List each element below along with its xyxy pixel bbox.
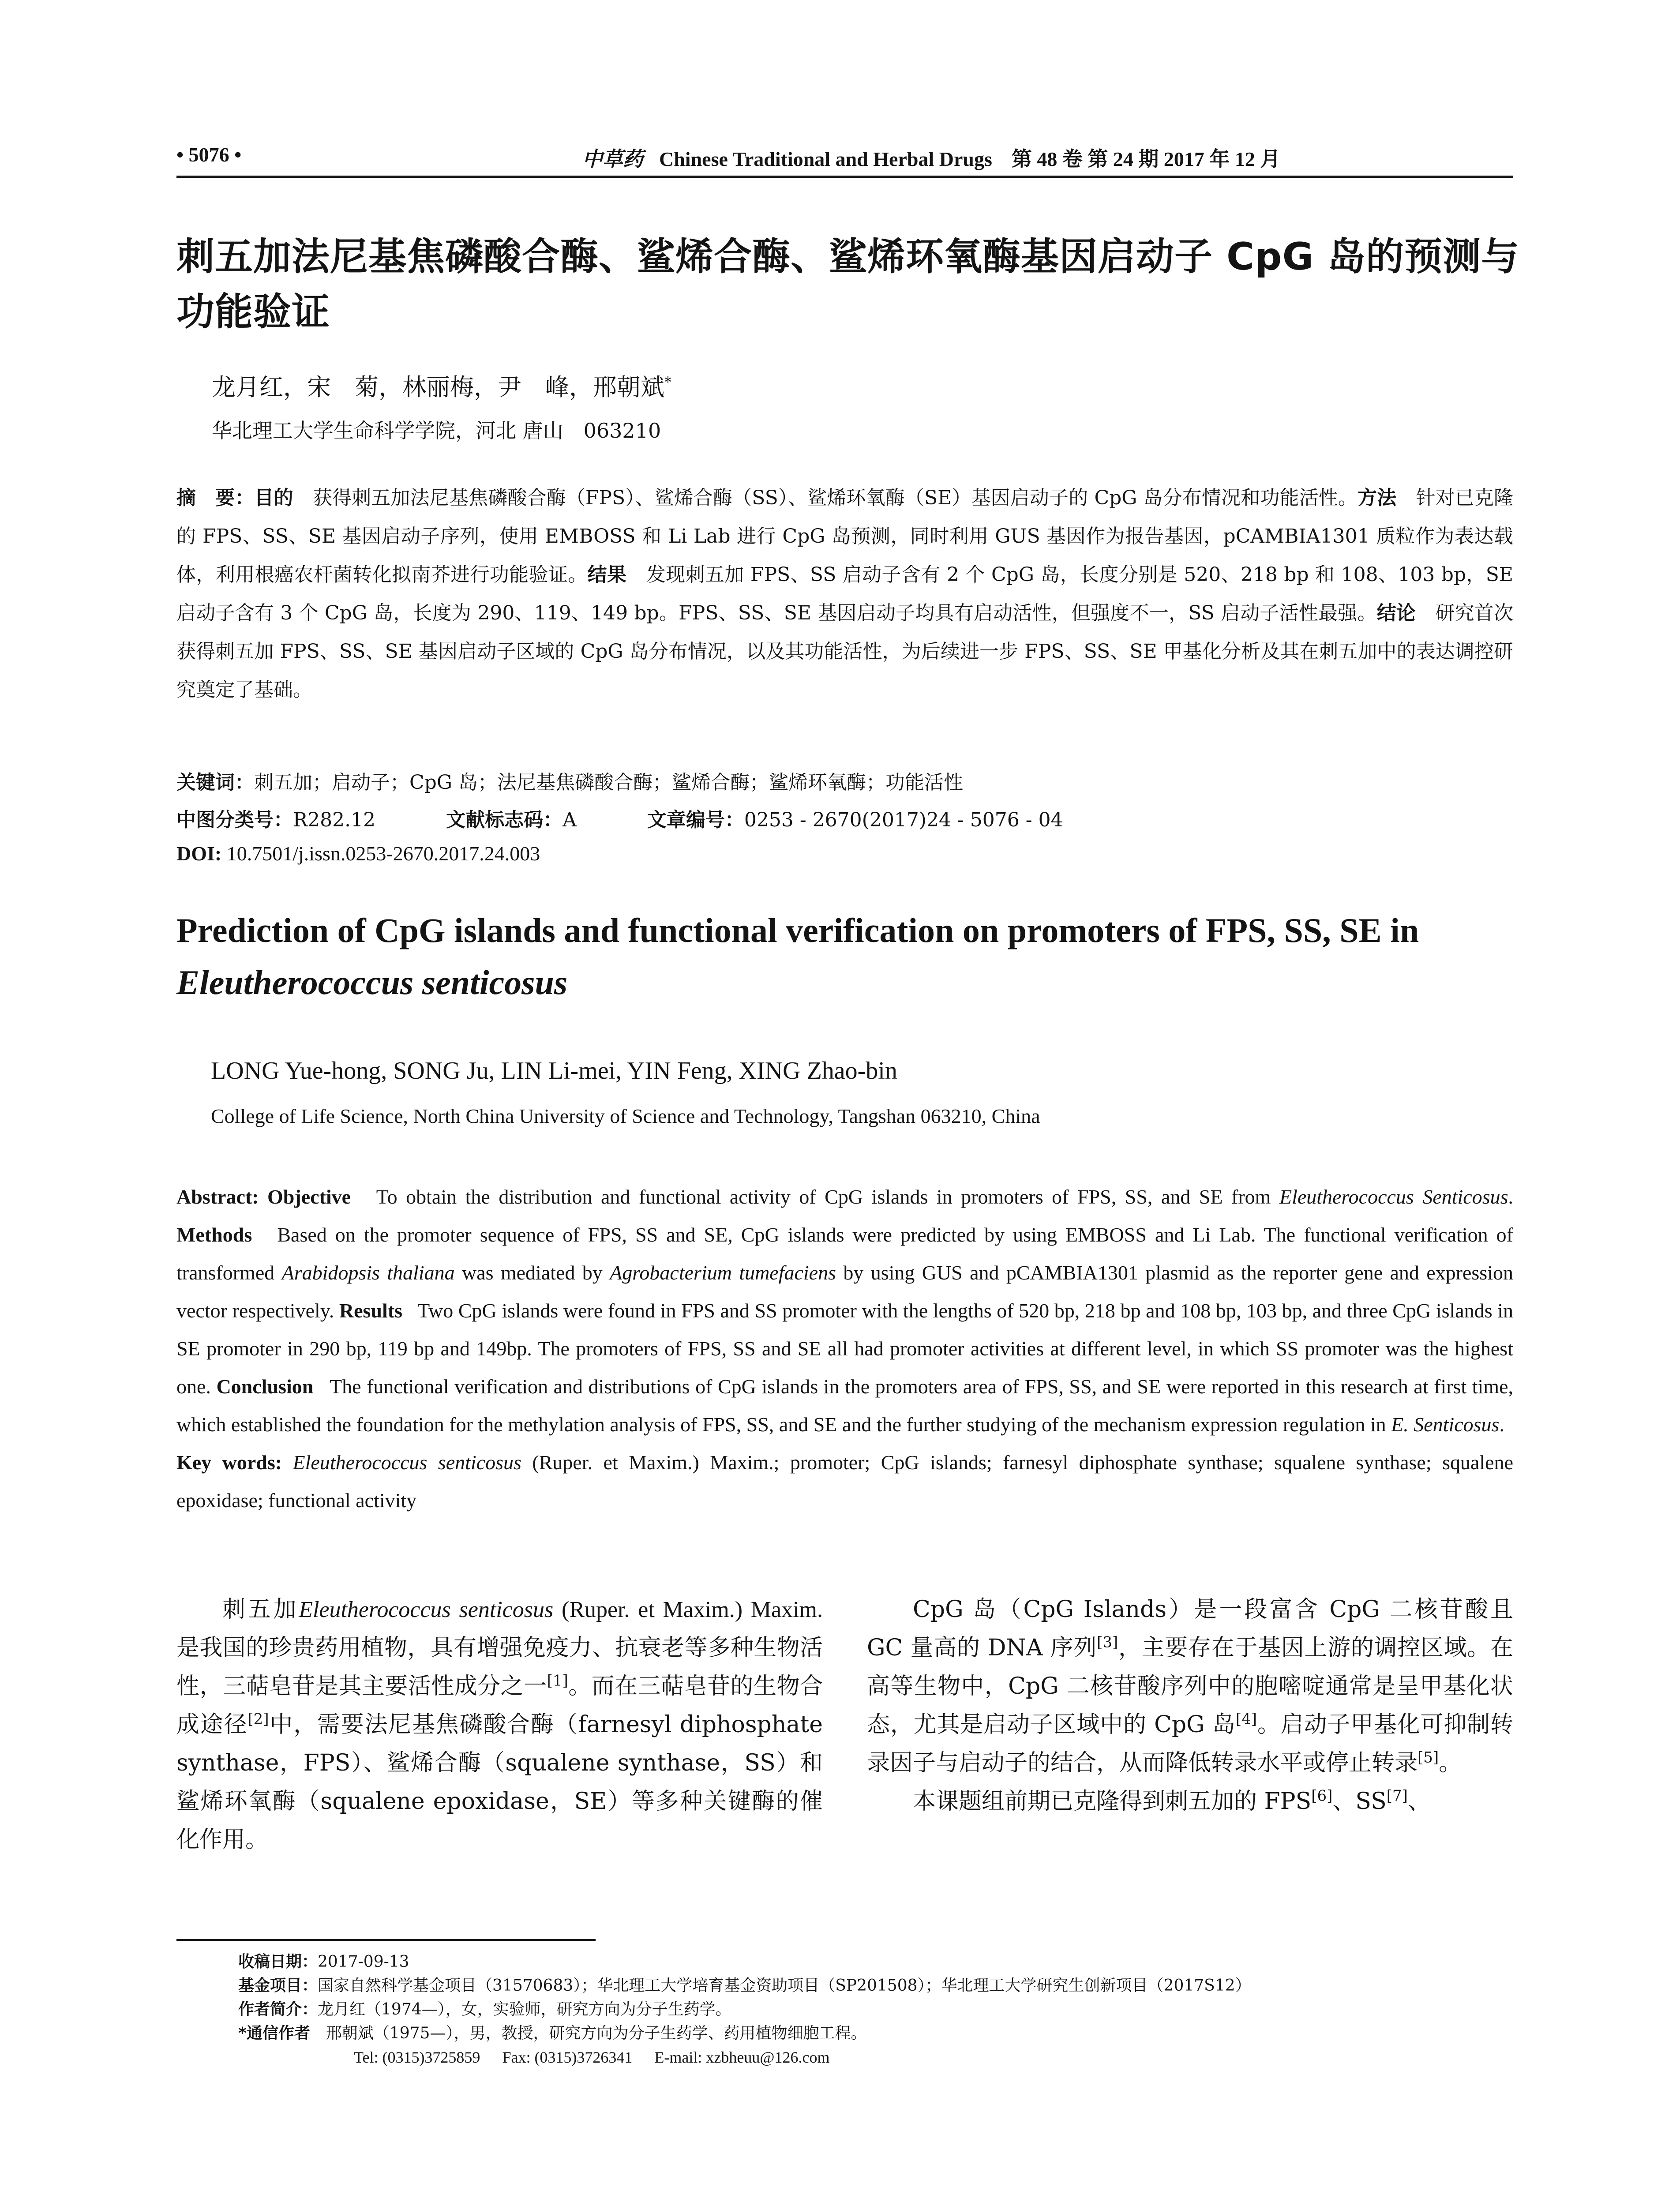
body-text: 刺五加 [222, 1596, 299, 1623]
classification-line [176, 804, 1063, 832]
clc-value: R282.12 [293, 809, 376, 831]
en-methods-species-2: Agrobacterium tumefaciens [610, 1261, 836, 1284]
en-conclusion-species: E. Senticosus [1391, 1413, 1500, 1436]
doc-code-value: A [562, 809, 577, 831]
body-text: 。启动子甲基化可抑制转录因子与启动子的结合，从而降低转录水平或停止转录 [867, 1711, 1513, 1776]
citation-link[interactable]: [2] [248, 1710, 269, 1728]
english-title-species: Eleutherococcus senticosus [176, 963, 568, 1002]
doi-label: DOI: [176, 842, 222, 865]
article-number-value: 0253 - 2670(2017)24 - 5076 - 04 [744, 809, 1063, 831]
citation-link[interactable]: [4] [1235, 1710, 1257, 1728]
received-value: 2017-09-13 [318, 1953, 409, 1971]
conclusion-label: 结论 [1376, 602, 1416, 624]
en-abstract-label: Abstract: [176, 1186, 259, 1208]
en-methods-species-1: Arabidopsis thaliana [281, 1261, 455, 1284]
methods-label: 方法 [1358, 487, 1397, 509]
en-keywords-text: (Ruper. et Maxim.) Maxim.; promoter; CpG islands; farnesyl diphosphate synthase; squalene synthase; squalene epoxidase; functional activity [176, 1451, 1514, 1512]
body-paragraph [176, 1591, 823, 1859]
objective-text: 获得刺五加法尼基焦磷酸合酶（FPS）、鲨烯合酶（SS）、鲨烯环氧酶（SE）基因启动子的 CpG 岛分布情况和功能活性。 [312, 487, 1358, 509]
running-header [176, 140, 1513, 171]
footnote-rule [176, 1939, 596, 1941]
en-keywords-species: Eleutherococcus senticosus [292, 1451, 521, 1474]
body-text: 。而在三萜皂苷的生物合成途径 [176, 1673, 823, 1738]
author-bio [238, 1998, 1518, 2022]
citation-link[interactable]: [3] [1097, 1633, 1118, 1651]
en-methods-text-3: by using GUS and pCAMBIA1301 plasmid as the reporter gene and expression vector respectively. [176, 1261, 1513, 1322]
methods-text: 针对已克隆的 FPS、SS、SE 基因启动子序列，使用 EMBOSS 和 Li Lab 进行 CpG 岛预测，同时利用 GUS 基因作为报告基因，pCAMBIA1301 质粒作为表达载体，利用根癌农杆菌转化拟南芥进行功能验证。 [176, 487, 1514, 586]
body-text: ，主要存在于基因上游的调控区域。在高等生物中，CpG 二核苷酸序列中的胞嘧啶通常是呈甲基化状态，尤其是启动子区域中的 CpG 岛 [867, 1635, 1513, 1738]
english-title [176, 904, 1522, 1009]
en-methods-label: Methods [176, 1223, 252, 1246]
corresponding-author [238, 2022, 1518, 2045]
funding-value: 国家自然科学基金项目（31570683）；华北理工大学培育基金资助项目（SP201508）；华北理工大学研究生创新项目（2017S12） [318, 1977, 1251, 1995]
en-objective-end: . [1508, 1186, 1514, 1208]
doc-code-label: 文献标志码： [446, 809, 563, 831]
en-methods-text: Based on the promoter sequence of FPS, SS and SE, CpG islands were predicted by using EMBOSS and Li Lab. The functional verification of transformed [176, 1223, 1513, 1284]
email-link[interactable]: E-mail: xzbheuu@126.com [654, 2048, 830, 2066]
body-column-right [867, 1591, 1513, 1821]
journal-logo: 中草药 [582, 147, 643, 171]
body-text: 。 [1439, 1750, 1462, 1776]
body-paragraph [867, 1591, 1513, 1782]
body-species: Eleutherococcus senticosus [299, 1597, 554, 1622]
body-text: 、SS [1332, 1788, 1387, 1815]
keywords-label: 关键词： [176, 771, 254, 794]
journal-name-en: Chinese Traditional and Herbal Drugs [659, 148, 992, 170]
doi-link[interactable]: 10.7501/j.issn.0253-2670.2017.24.003 [226, 842, 540, 865]
chinese-authors [212, 368, 671, 402]
doi [176, 842, 540, 865]
english-abstract [176, 1178, 1513, 1519]
citation-link[interactable]: [7] [1386, 1787, 1408, 1805]
corresponding-value: 邢朝斌（1975—），男，教授，研究方向为分子生药学、药用植物细胞工程。 [326, 2024, 867, 2042]
en-methods-text-2: was mediated by [454, 1261, 610, 1284]
results-label: 结果 [587, 563, 627, 586]
keywords-text: 刺五加；启动子；CpG 岛；法尼基焦磷酸合酶；鲨烯合酶；鲨烯环氧酶；功能活性 [254, 771, 963, 794]
body-text: (Ruper. et Maxim.) Maxim. 是我国的珍贵药用植物，具有增强免疫力、抗衰老等多种生物活性，三萜皂苷是其主要活性成分之一 [176, 1597, 823, 1699]
chinese-keywords [176, 766, 963, 795]
chinese-affiliation: 华北理工大学生命科学学院，河北 唐山 063210 [212, 419, 661, 443]
body-text: 本课题组前期已克隆得到刺五加的 FPS [913, 1788, 1312, 1815]
corresponding-label: *通信作者 [238, 2024, 310, 2042]
page-number: • 5076 • [176, 143, 242, 166]
funding-label: 基金项目： [238, 1977, 318, 1995]
footnotes [238, 1950, 1518, 2069]
results-text: 发现刺五加 FPS、SS 启动子含有 2 个 CpG 岛，长度分别是 520、218 bp 和 108、103 bp，SE 启动子含有 3 个 CpG 岛，长度为 290、119、149 bp。FPS、SS、SE 基因启动子均具有启动活性，但强度不一，SS 启动子活性最强。 [176, 563, 1514, 624]
body-text: 中，需要法尼基焦磷酸合酶（farnesyl diphosphate synthase，FPS）、鲨烯合酶（squalene synthase，SS）和鲨烯环氧酶（squalene epoxidase，SE）等多种关键酶的催化作用。 [176, 1711, 823, 1853]
issue-info: 第 48 卷 第 24 期 2017 年 12 月 [1011, 148, 1281, 170]
citation-link[interactable]: [6] [1311, 1787, 1333, 1805]
chinese-author-list: 龙月红，宋 菊，林丽梅，尹 峰，邢朝斌 [212, 373, 664, 401]
chinese-title: 刺五加法尼基焦磷酸合酶、鲨烯合酶、鲨烯环氧酶基因启动子 CpG 岛的预测与功能验证 [176, 235, 1520, 334]
english-title-text: Prediction of CpG islands and functional verification on promoters of FPS, SS, SE in [176, 911, 1419, 949]
english-authors: LONG Yue-hong, SONG Ju, LIN Li-mei, YIN Feng, XING Zhao-bin [211, 1057, 897, 1084]
en-conclusion-text: The functional verification and distributions of CpG islands in the promoters area of FPS, SS, and SE were reported in this research at first time, which established the foundation for the methylation analysis of FPS, SS, and SE and the further studying of the mechanism expression regulation in [176, 1375, 1514, 1436]
phone: Tel: (0315)3725859 [354, 2048, 480, 2066]
en-results-label: Results [339, 1299, 403, 1322]
body-text: 、 [1407, 1788, 1431, 1815]
en-keywords-label: Key words: [176, 1451, 282, 1474]
citation-link[interactable]: [5] [1418, 1748, 1439, 1767]
corresponding-mark: * [664, 374, 671, 390]
en-objective-label: Objective [267, 1186, 351, 1208]
body-paragraph [867, 1782, 1513, 1821]
abstract-label: 摘 要： [176, 487, 255, 509]
header-rule [176, 176, 1513, 178]
author-bio-label: 作者简介： [238, 2000, 318, 2018]
clc-label: 中图分类号： [176, 809, 293, 831]
contact-info [238, 2045, 1518, 2069]
received-label: 收稿日期： [238, 1953, 318, 1971]
body-text: CpG 岛（CpG Islands）是一段富含 CpG 二核苷酸且 GC 量高的 DNA 序列 [867, 1596, 1513, 1661]
citation-link[interactable]: [1] [547, 1672, 568, 1690]
english-affiliation: College of Life Science, North China University of Science and Technology, Tangshan 063210, China [211, 1105, 1040, 1127]
conclusion-text: 研究首次获得刺五加 FPS、SS、SE 基因启动子区域的 CpG 岛分布情况，以及其功能活性，为后续进一步 FPS、SS、SE 甲基化分析及其在刺五加中的表达调控研究奠定了基础。 [176, 602, 1514, 701]
en-objective-text: To obtain the distribution and functional activity of CpG islands in promoters of FPS, SS, and SE from [376, 1186, 1279, 1208]
author-bio-value: 龙月红（1974—），女，实验师，研究方向为分子生药学。 [318, 2000, 731, 2018]
objective-label: 目的 [254, 487, 293, 509]
en-objective-species: Eleutherococcus Senticosus [1279, 1186, 1508, 1208]
body-column-left [176, 1591, 823, 1859]
chinese-abstract [176, 479, 1513, 709]
fax: Fax: (0315)3726341 [502, 2048, 633, 2066]
en-conclusion-end: . [1499, 1413, 1504, 1436]
article-number-label: 文章编号： [647, 809, 744, 831]
received-date [238, 1950, 1518, 1974]
en-results-text: Two CpG islands were found in FPS and SS promoter with the lengths of 520 bp, 218 bp and 108 bp, 103 bp, and three CpG islands in SE promoter in 290 bp, 119 bp and 149bp. The promoters of FPS, SS and SE all had promoter activities at different level, in which SS promoter was the highest one. [176, 1299, 1513, 1398]
funding [238, 1974, 1518, 1998]
journal-info [582, 143, 1280, 172]
en-conclusion-label: Conclusion [216, 1375, 314, 1398]
